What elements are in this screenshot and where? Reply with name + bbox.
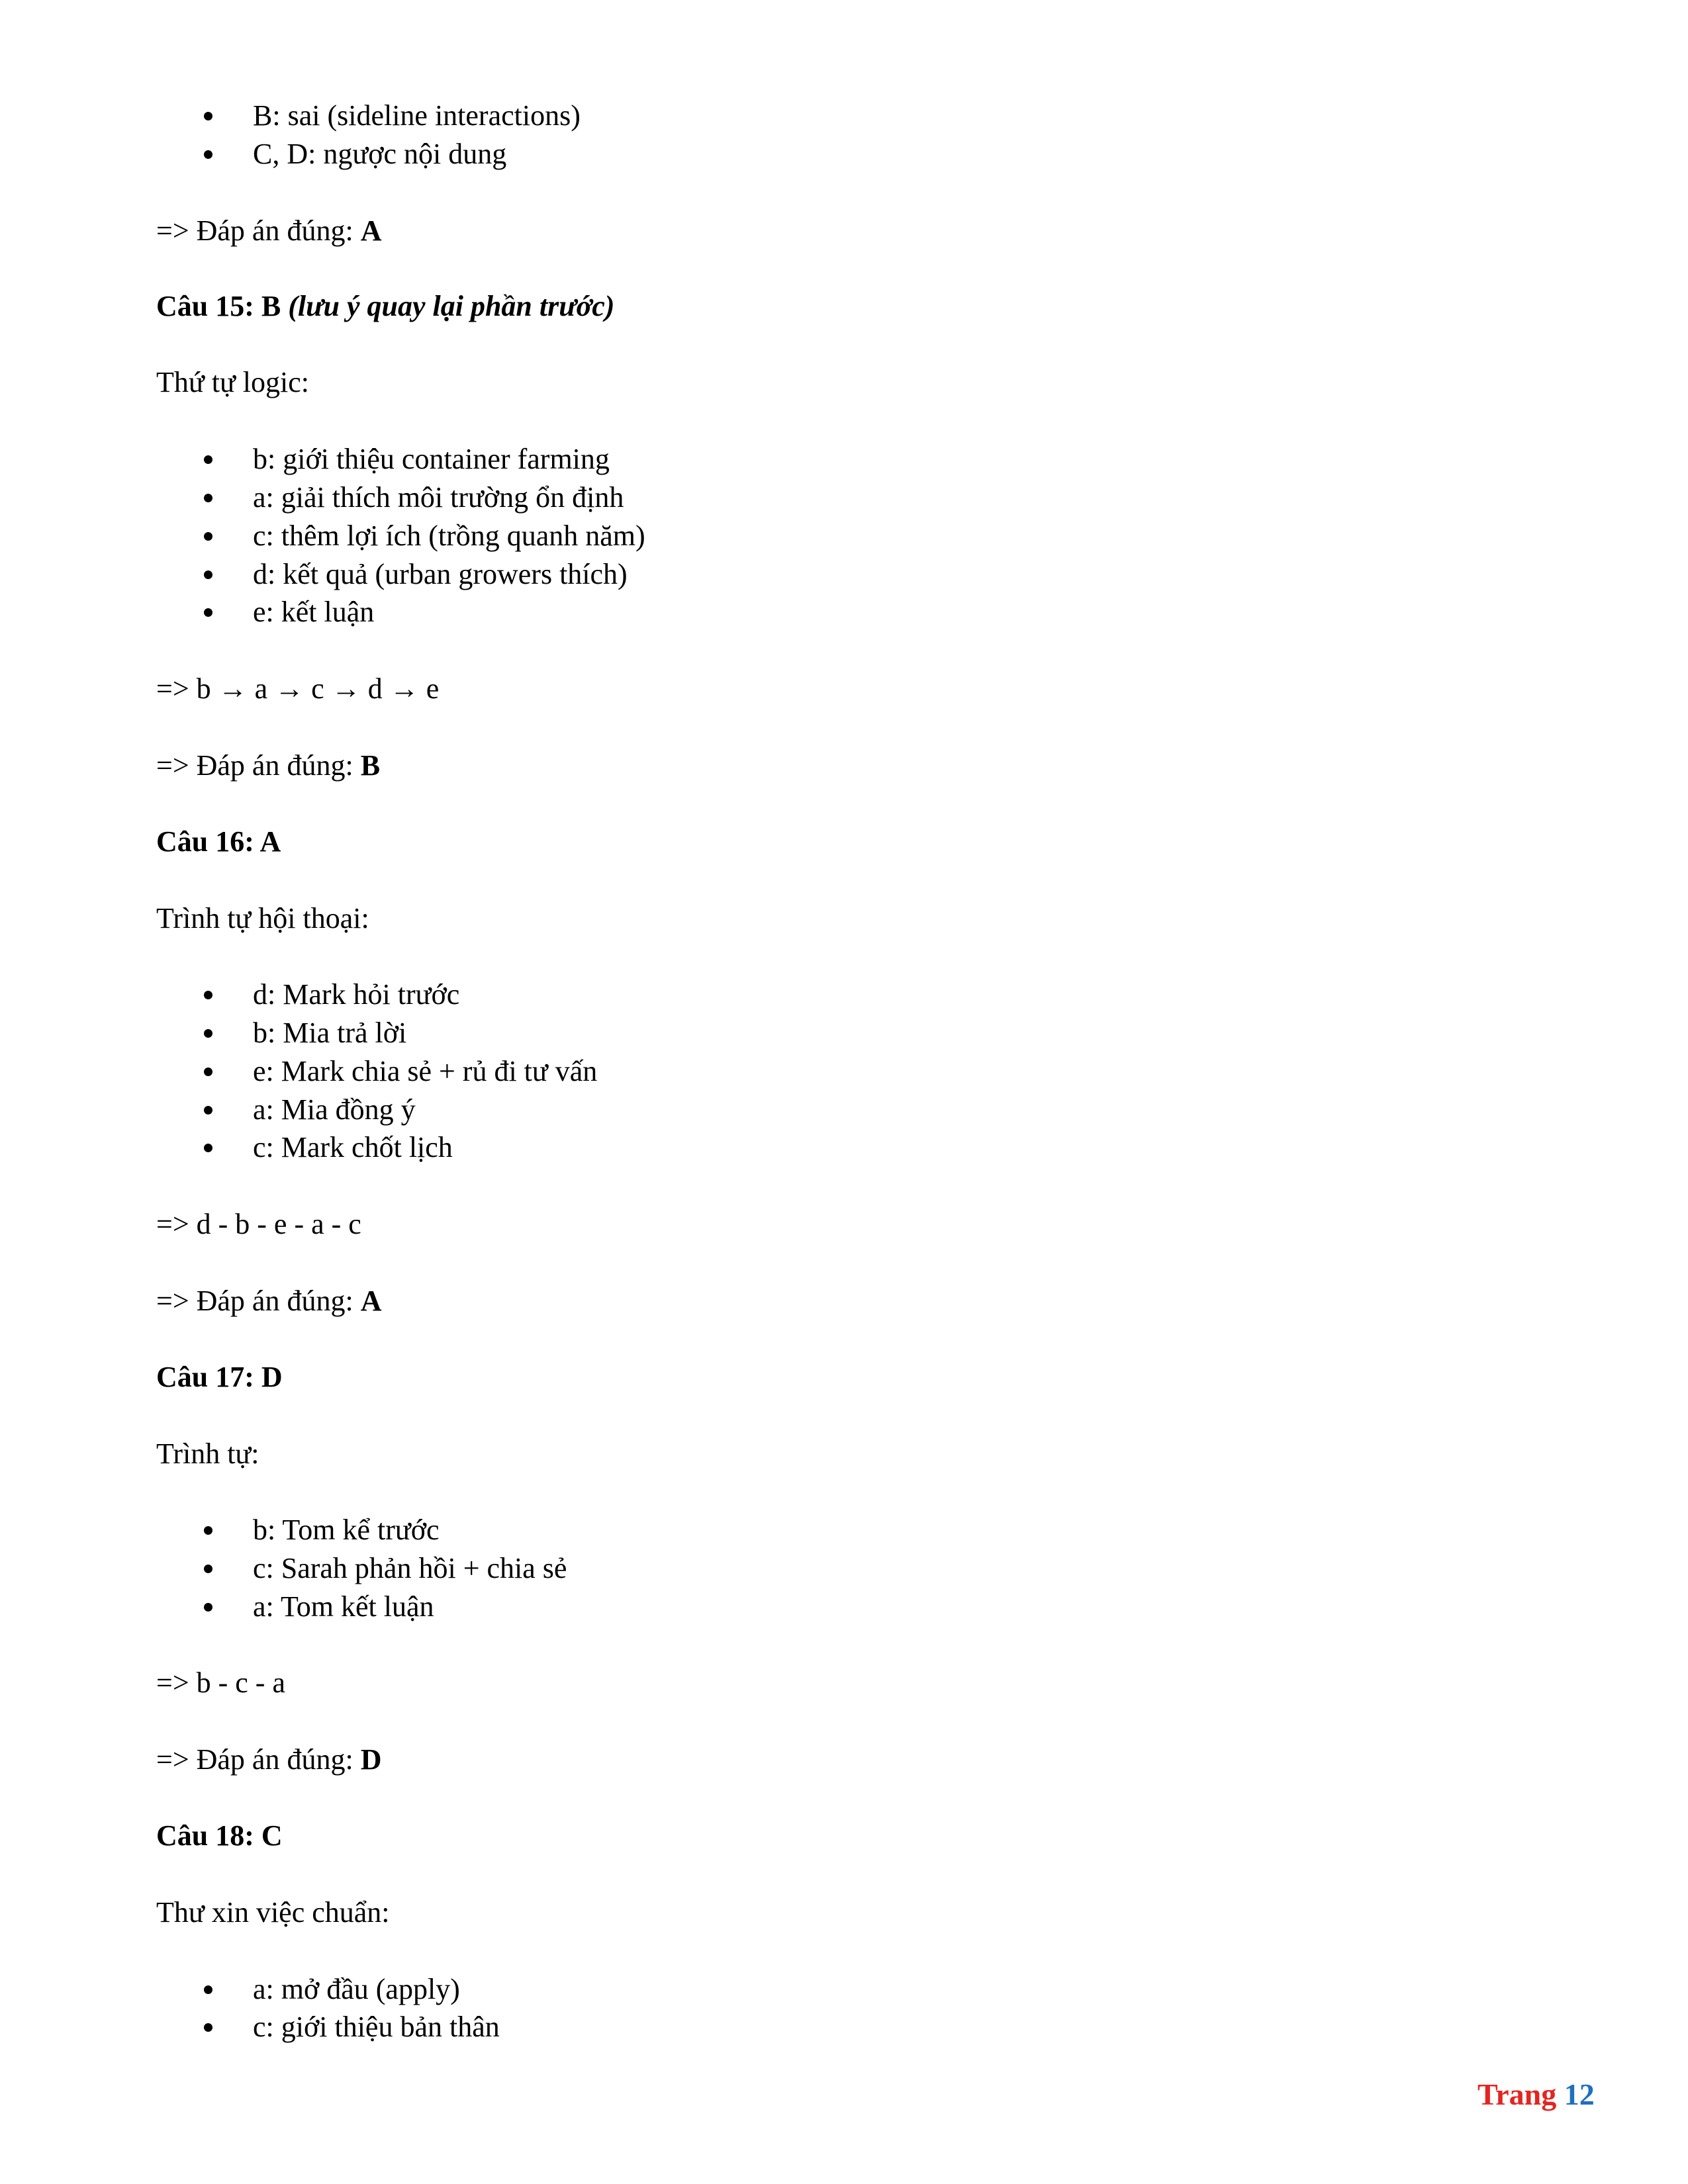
section-intro: Thư xin việc chuẩn:: [156, 1896, 390, 1929]
order-line: => b - c - a: [156, 1666, 285, 1699]
answer-letter: A: [360, 214, 382, 247]
page-number-footer: [1477, 2077, 1595, 2112]
answer-line: => Đáp án đúng: A: [156, 1285, 382, 1317]
answer-letter: D: [360, 1743, 382, 1776]
question-heading: Câu 18: C: [156, 1819, 283, 1852]
question-heading: Câu 17: D: [156, 1361, 283, 1393]
section-intro: Thứ tự logic:: [156, 366, 309, 398]
answer-line: => Đáp án đúng: D: [156, 1743, 382, 1776]
answer-letter: A: [360, 1285, 382, 1317]
page-number: 12: [1564, 2077, 1595, 2111]
order-line: => b → a → c → d → e: [156, 672, 440, 705]
page-label: Trang: [1477, 2077, 1564, 2111]
answer-line: => Đáp án đúng: A: [156, 214, 382, 247]
answer-line: => Đáp án đúng: B: [156, 749, 381, 782]
answer-letter: B: [360, 749, 381, 782]
order-line: => d - b - e - a - c: [156, 1208, 361, 1240]
question-heading: Câu 16: A: [156, 825, 281, 858]
section-intro: Trình tự hội thoại:: [156, 902, 369, 934]
question-heading: Câu 15: B (lưu ý quay lại phần trước): [156, 290, 615, 322]
question-note: (lưu ý quay lại phần trước): [288, 290, 615, 322]
section-intro: Trình tự:: [156, 1437, 259, 1470]
